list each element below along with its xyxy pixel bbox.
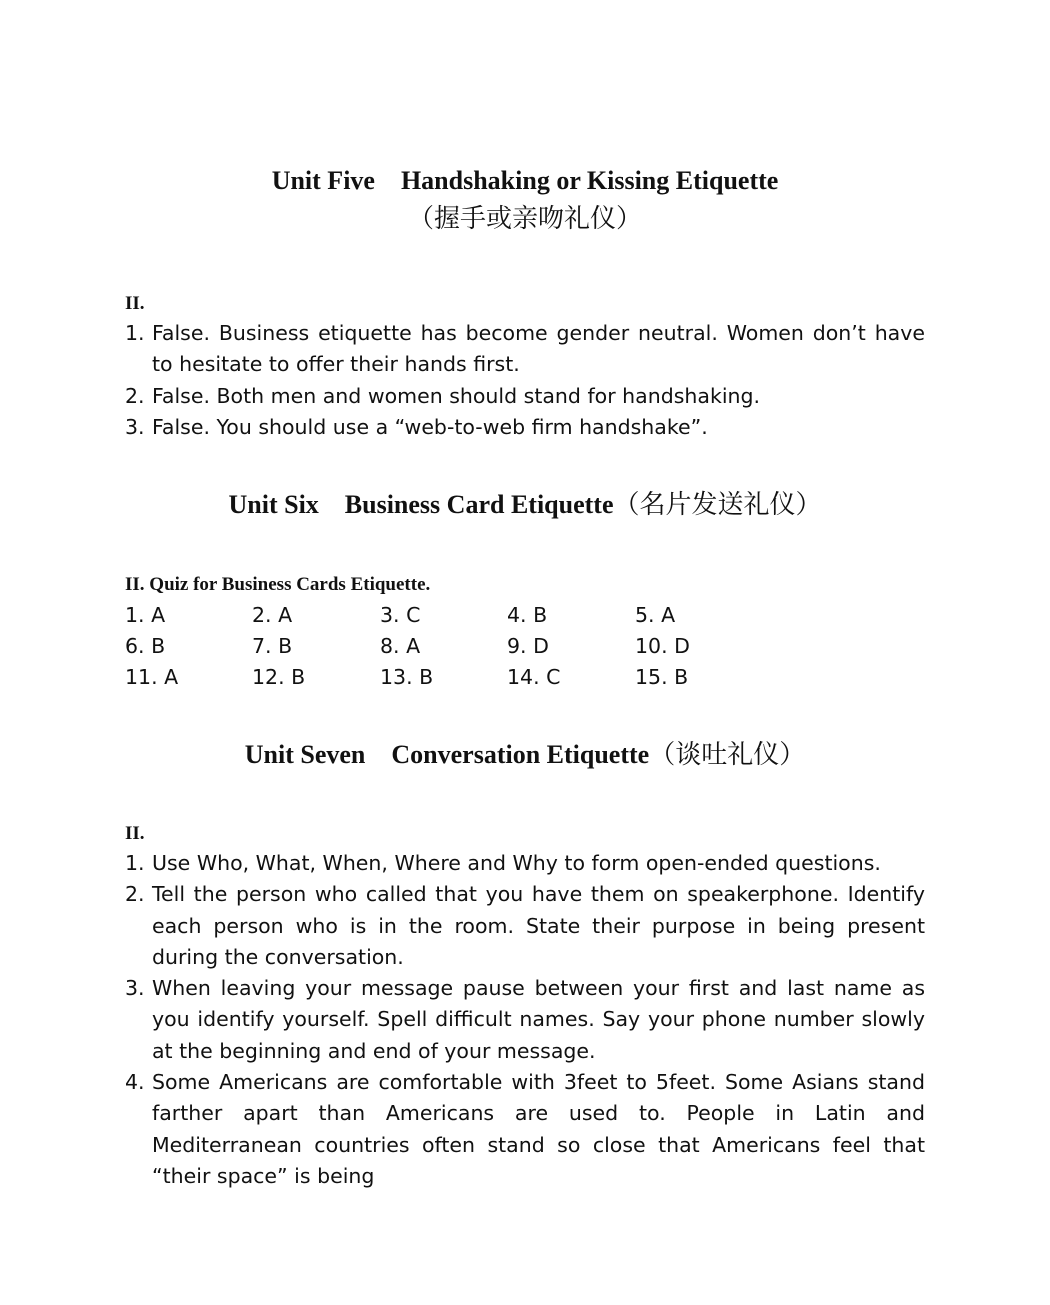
quiz-answer: 6. B [125, 634, 166, 658]
unit7-answer-list [125, 848, 925, 1192]
item-text: Tell the person who called that you have them on speakerphone. Identify each person who is in the room. State their purpose in being present during the conversation. [152, 882, 925, 969]
list-item [125, 381, 925, 412]
item-number: 1. [125, 321, 145, 345]
item-text: False. Both men and women should stand for handshaking. [152, 383, 761, 408]
item-number: 3. [125, 414, 145, 439]
list-item [125, 848, 925, 879]
unit5-subtitle: （握手或亲吻礼仪） [407, 204, 642, 234]
unit5-title: Unit Five Handshaking or Kissing Etiquette [271, 166, 779, 195]
item-text: False. Business etiquette has become gender neutral. Women don’t have to hesitate to offer their hands first. [152, 321, 925, 377]
quiz-answer: 14. C [507, 665, 561, 689]
quiz-answer: 15. B [635, 665, 689, 689]
item-number: 2. [125, 882, 145, 907]
quiz-answer: 4. B [507, 603, 548, 627]
unit7-title-cn: （谈吐礼仪） [649, 740, 806, 770]
unit5-answer-list [125, 318, 925, 443]
item-number: 3. [125, 976, 145, 1001]
list-item [125, 879, 925, 973]
item-text: False. You should use a “web-to-web firm handshake”. [152, 414, 708, 439]
quiz-answer: 5. A [635, 603, 676, 627]
quiz-answer-grid [125, 600, 765, 693]
list-item [125, 412, 925, 443]
quiz-answer: 7. B [252, 634, 293, 658]
unit7-title [0, 738, 1050, 772]
item-text: Some Americans are comfortable with 3feet to 5feet. Some Asians stand farther apart than Americans are used to. People in Latin and Mediterranean countries often stand so close that Americans feel that “their space” is being [152, 1070, 925, 1188]
unit6-title-en: Unit Six Business Card Etiquette [228, 490, 614, 519]
unit6-section-label: II. Quiz for Business Cards Etiquette. [125, 574, 431, 595]
quiz-answer: 2. A [252, 603, 293, 627]
quiz-answer: 1. A [125, 603, 166, 627]
unit7-title-en: Unit Seven Conversation Etiquette [244, 740, 650, 769]
item-number: 4. [125, 1070, 145, 1095]
list-item [125, 318, 925, 381]
list-item [125, 1067, 925, 1192]
quiz-answer: 13. B [380, 665, 434, 689]
item-text: Use Who, What, When, Where and Why to form open-ended questions. [152, 851, 881, 875]
item-number: 1. [125, 851, 145, 875]
unit6-title-cn: （名片发送礼仪） [613, 490, 822, 520]
quiz-answer: 10. D [635, 634, 690, 658]
quiz-answer: 9. D [507, 634, 549, 658]
unit6-title [0, 488, 1050, 522]
quiz-answer: 3. C [380, 603, 421, 627]
quiz-answer: 12. B [252, 665, 306, 689]
unit5-section-label: II. [125, 293, 145, 314]
quiz-answer: 11. A [125, 665, 179, 689]
item-number: 2. [125, 383, 145, 408]
list-item [125, 973, 925, 1067]
quiz-answer: 8. A [380, 634, 421, 658]
unit7-section-label: II. [125, 823, 145, 844]
item-text: When leaving your message pause between your first and last name as you identify yourself. Spell difficult names. Say your phone number slowly at the beginning and end of your message. [152, 976, 925, 1063]
